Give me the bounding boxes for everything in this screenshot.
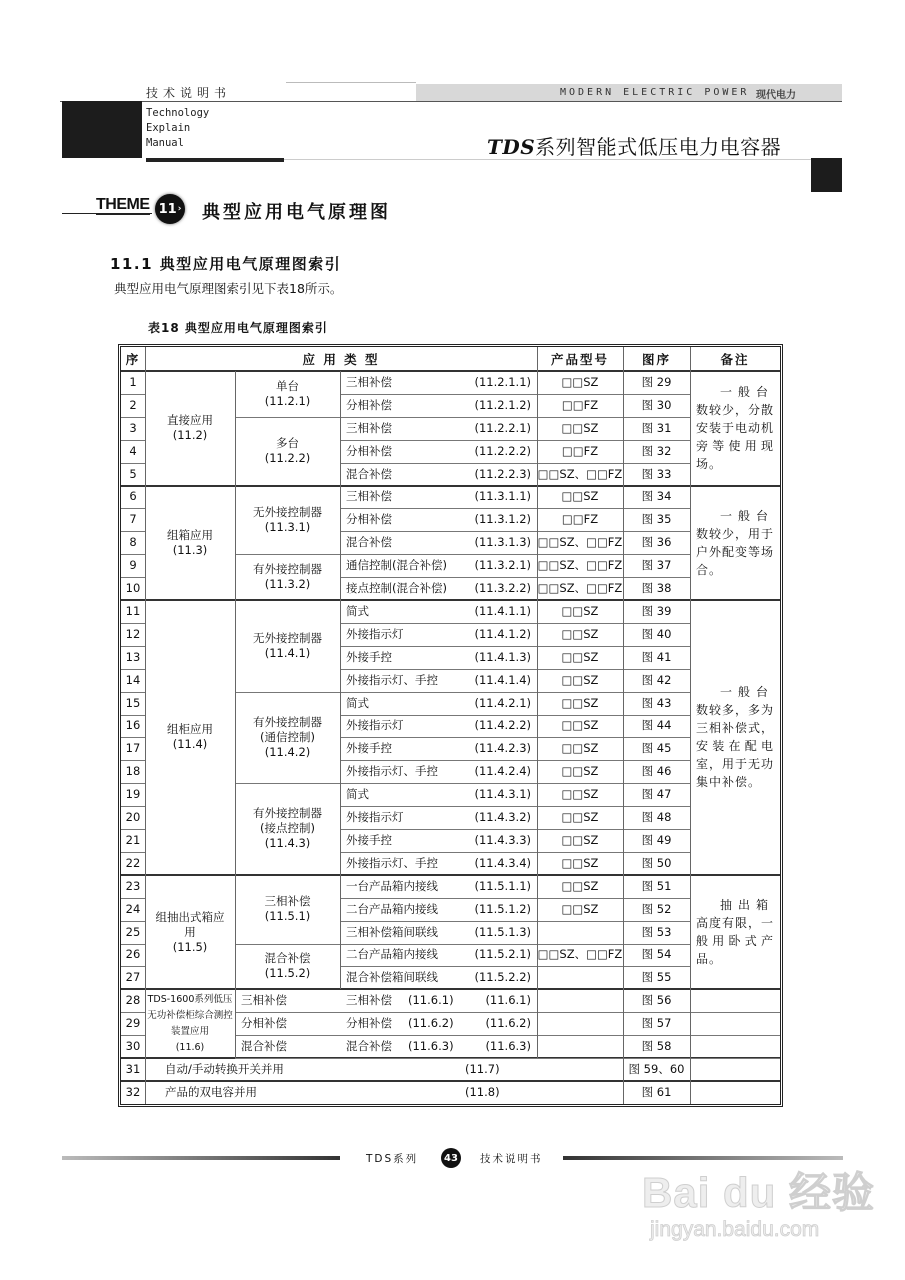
row-item-wide [235, 1012, 623, 1035]
row-item [340, 669, 537, 692]
group-label: 组抽出式箱应用 [155, 909, 225, 939]
item-code: (11.6.2) [408, 1016, 454, 1031]
row-figure: 图 57 [641, 1016, 672, 1031]
header-brand-text: MODERN ELECTRIC POWER [560, 87, 750, 98]
row-model: □□SZ、□□FZ [537, 581, 623, 596]
row-seq: 14 [125, 672, 141, 687]
footer-manual: 技术说明书 [480, 1153, 543, 1165]
title-rest: 系列智能式低压电力电容器 [535, 135, 782, 159]
row-item [340, 554, 537, 577]
row-figure: 图 46 [641, 764, 672, 779]
note-first-line: 一般台 [719, 385, 774, 400]
index-table [118, 344, 783, 1107]
row-figure: 图 53 [641, 924, 672, 939]
item-code: (11.4.1.4) [474, 672, 531, 687]
table-divider [623, 1012, 780, 1013]
row-figure: 图 49 [641, 832, 672, 847]
table-divider [537, 989, 538, 1058]
row-seq: 15 [125, 695, 141, 710]
item-name: 外接手控 [346, 832, 392, 847]
row-figure: 图 36 [641, 535, 672, 550]
row-figure: 图 30 [641, 397, 672, 412]
item-code: (11.8) [465, 1084, 500, 1099]
row-seq: 25 [125, 924, 141, 939]
group-cell [145, 371, 235, 486]
item-name: 接点控制(混合补偿) [346, 581, 447, 596]
row-figure: 图 43 [641, 695, 672, 710]
row-item-wide [235, 1035, 623, 1058]
row-figure: 图 41 [641, 649, 672, 664]
row-seq: 24 [125, 901, 141, 916]
row-item [340, 715, 537, 738]
header-doc-label: 技术说明书 [146, 86, 232, 100]
header-black-block [62, 101, 142, 158]
item-name: 自动/手动转换开关并用 [165, 1061, 284, 1076]
subgroup-label: 混合补偿 [264, 951, 311, 966]
row-figure: 图 33 [641, 466, 672, 481]
item-code: (11.7) [465, 1061, 500, 1076]
chevron-right-icon: › [177, 204, 182, 214]
row-seq: 4 [129, 443, 137, 458]
item-name: 分相补偿 [346, 397, 392, 412]
row-seq: 29 [125, 1016, 141, 1031]
footer-left-bar [62, 1156, 340, 1160]
row-item [340, 508, 537, 531]
item-code: (11.6.1) [408, 993, 454, 1008]
row-seq: 17 [125, 741, 141, 756]
row-item [340, 600, 537, 623]
row-seq: 12 [125, 626, 141, 641]
table-divider [537, 347, 538, 989]
row-figure: 图 40 [641, 626, 672, 641]
header-en-line-2: Explain [146, 122, 191, 134]
subgroup-label: 无外接控制器 [253, 630, 322, 645]
item-name: 分相补偿 [346, 1016, 392, 1031]
note-text: 数较少，分散安装于电动机旁等使用现场。 [696, 403, 775, 472]
table-divider [690, 347, 691, 1104]
note-first-line: 抽出箱 [719, 898, 774, 913]
row-seq: 8 [129, 535, 137, 550]
table-divider [145, 347, 146, 1104]
item-name: 混合补偿 [346, 1039, 392, 1054]
row-figure: 图 54 [641, 947, 672, 962]
row-item [340, 760, 537, 783]
subgroup-code: (11.5.2) [264, 966, 311, 981]
watermark-logo: Bai du 经验 [642, 1169, 876, 1216]
row-seq: 3 [129, 420, 137, 435]
row-model: □□SZ、□□FZ [537, 947, 623, 962]
table-divider [623, 1058, 780, 1059]
row-figure: 图 51 [641, 878, 672, 893]
item-code: (11.4.2.2) [474, 718, 531, 733]
group-code: (11.4) [172, 737, 208, 752]
item-name: 外接手控 [346, 741, 392, 756]
row-item [340, 417, 537, 440]
row-figure: 图 44 [641, 718, 672, 733]
item-name: 外接指示灯、手控 [346, 764, 438, 779]
row-item [340, 440, 537, 463]
subgroup-cell [235, 417, 340, 486]
subgroup-cell [235, 600, 340, 692]
subgroup-code: (11.2.1) [264, 393, 311, 408]
row-seq: 27 [125, 970, 141, 985]
row-item [340, 486, 537, 509]
row-item [340, 966, 537, 989]
row-model: □□SZ、□□FZ [537, 558, 623, 573]
page-number-badge: 43 [441, 1148, 461, 1168]
row-seq: 5 [129, 466, 137, 481]
item-code: (11.2.2.2) [474, 443, 531, 458]
row-model: □□SZ [561, 374, 599, 389]
header-en-line-3: Manual [146, 137, 184, 149]
row-seq: 32 [125, 1084, 141, 1099]
header-thin-line [286, 82, 416, 83]
header-english-label [146, 106, 209, 151]
item-name: 一台产品箱内接线 [346, 878, 438, 893]
row-item [340, 783, 537, 806]
item-code: (11.6.3) [485, 1039, 531, 1054]
row-figure: 图 32 [641, 443, 672, 458]
item-code: (11.4.1.2) [474, 626, 531, 641]
row-seq: 31 [125, 1061, 141, 1076]
row-seq: 28 [125, 993, 141, 1008]
row-seq: 20 [125, 810, 141, 825]
row-figure: 图 37 [641, 558, 672, 573]
row-model: □□SZ [561, 649, 599, 664]
row-item [340, 646, 537, 669]
item-code: (11.6.3) [408, 1039, 454, 1054]
row-figure: 图 29 [641, 374, 672, 389]
item-name: 混合补偿箱间联线 [346, 970, 438, 985]
row-model: □□SZ [561, 764, 599, 779]
watermark-url: jingyan.baidu.com [650, 1218, 820, 1241]
subgroup-cell [235, 554, 340, 600]
item-code: (11.4.2.4) [474, 764, 531, 779]
row-seq: 13 [125, 649, 141, 664]
item-name: 二台产品箱内接线 [346, 901, 438, 916]
item-name: 分相补偿 [241, 1016, 287, 1031]
row-model: □□SZ [561, 810, 599, 825]
row-model: □□SZ、□□FZ [537, 466, 623, 481]
item-code: (11.2.1.2) [474, 397, 531, 412]
document-title [487, 131, 781, 160]
header-type: 应 用 类 型 [302, 351, 380, 367]
table-caption: 表18 典型应用电气原理图索引 [148, 321, 328, 335]
group-code: (11.5) [172, 939, 208, 954]
item-name: 混合补偿 [346, 466, 392, 481]
subgroup-code: (11.5.1) [264, 909, 311, 924]
item-code: (11.4.3.1) [474, 787, 531, 802]
item-name: 分相补偿 [346, 443, 392, 458]
item-code: (11.5.1.3) [474, 924, 531, 939]
row-seq: 23 [125, 878, 141, 893]
table-divider [623, 1035, 780, 1036]
row-item [340, 806, 537, 829]
row-seq: 10 [125, 581, 141, 596]
row-model: □□FZ [561, 443, 599, 458]
row-model [537, 921, 623, 944]
header-model: 产品型号 [550, 351, 609, 367]
row-seq: 22 [125, 855, 141, 870]
row-seq: 2 [129, 397, 137, 412]
item-code: (11.3.1.2) [474, 512, 531, 527]
item-code: (11.3.1.1) [474, 489, 531, 504]
subgroup-cell [235, 486, 340, 555]
group-code: (11.2) [172, 428, 208, 443]
header-seq: 序 [125, 351, 141, 367]
item-code: (11.4.3.4) [474, 855, 531, 870]
table-divider [340, 371, 341, 989]
item-code: (11.5.2.1) [474, 947, 531, 962]
item-code: (11.4.2.1) [474, 695, 531, 710]
item-name: 三相补偿 [346, 489, 392, 504]
group-label: 直接应用 [167, 413, 213, 428]
item-code: (11.2.2.3) [474, 466, 531, 481]
item-name: 三相补偿 [241, 993, 287, 1008]
item-name: 混合补偿 [346, 535, 392, 550]
subgroup-code: (11.4.1) [264, 645, 311, 660]
item-code: (11.6.1) [485, 993, 531, 1008]
subgroup-cell [235, 371, 340, 417]
item-code: (11.5.2.2) [474, 970, 531, 985]
header-bottom-bar [146, 158, 284, 162]
table-divider [235, 371, 236, 1058]
row-model: □□SZ [561, 787, 599, 802]
item-code: (11.5.1.2) [474, 901, 531, 916]
item-code: (11.4.1.3) [474, 649, 531, 664]
item-name: 外接指示灯 [346, 626, 404, 641]
row-item-wide [235, 989, 623, 1012]
row-model: □□SZ [561, 718, 599, 733]
table-divider [623, 347, 624, 1104]
row-figure: 图 38 [641, 581, 672, 596]
item-code: (11.4.2.3) [474, 741, 531, 756]
row-seq: 26 [125, 947, 141, 962]
subgroup-cell [235, 783, 340, 875]
chapter-title: 典型应用电气原理图 [202, 202, 391, 223]
row-figure: 图 45 [641, 741, 672, 756]
row-seq: 19 [125, 787, 141, 802]
subgroup-label: 多台 [276, 436, 299, 451]
item-name: 外接指示灯、手控 [346, 855, 438, 870]
row-seq: 1 [129, 374, 137, 389]
row-model: □□FZ [561, 397, 599, 412]
note-cell [690, 600, 780, 875]
row-figure: 图 42 [641, 672, 672, 687]
row-seq: 16 [125, 718, 141, 733]
theme-number: 11 [158, 201, 177, 217]
subgroup-code: (11.3.2) [264, 577, 311, 592]
item-code: (11.2.1.1) [474, 374, 531, 389]
row-item [340, 531, 537, 554]
row-item [340, 463, 537, 486]
group-code: (11.3) [172, 542, 208, 557]
row-item [340, 692, 537, 715]
item-name: 混合补偿 [241, 1039, 287, 1054]
row-item [340, 577, 537, 600]
note-text: 高度有限，一般用卧式产品。 [696, 916, 775, 967]
row-seq: 11 [125, 603, 141, 618]
row-figure: 图 52 [641, 901, 672, 916]
item-name: 三相补偿 [346, 374, 392, 389]
subgroup-cell [235, 875, 340, 944]
row-model: □□SZ、□□FZ [537, 535, 623, 550]
row-figure: 图 35 [641, 512, 672, 527]
row-item [340, 852, 537, 875]
subgroup-cell [235, 944, 340, 990]
note-first-line: 一般台 [719, 508, 774, 523]
item-code: (11.4.3.2) [474, 810, 531, 825]
item-name: 三相补偿 [346, 420, 392, 435]
row-model: □□SZ [561, 695, 599, 710]
group-cell [145, 600, 235, 875]
note-first-line: 一般台 [719, 685, 774, 700]
row-figure: 图 55 [641, 970, 672, 985]
item-code: (11.3.2.1) [474, 558, 531, 573]
title-prefix: TDS [487, 135, 536, 159]
subgroup-label: 三相补偿 [264, 894, 311, 909]
group-cell [145, 486, 235, 601]
row-figure: 图 50 [641, 855, 672, 870]
row-model: □□SZ [561, 878, 599, 893]
row-seq: 30 [125, 1039, 141, 1054]
row-item-wide [145, 1058, 623, 1081]
item-name: 产品的双电容并用 [165, 1084, 257, 1099]
item-name: 二台产品箱内接线 [346, 947, 438, 962]
row-figure: 图 48 [641, 810, 672, 825]
row-figure: 图 61 [641, 1084, 672, 1099]
subgroup-label: 无外接控制器 [253, 504, 322, 519]
subgroup-code: (11.3.1) [264, 519, 311, 534]
group-cell [145, 875, 235, 990]
subgroup-code: (11.4.3) [264, 836, 311, 851]
row-seq: 21 [125, 832, 141, 847]
row-seq: 9 [129, 558, 137, 573]
row-item [340, 394, 537, 417]
item-name: 外接手控 [346, 649, 392, 664]
subgroup-label: 有外接控制器 [253, 562, 322, 577]
row-model: □□SZ [561, 741, 599, 756]
group-label: 组箱应用 [167, 527, 213, 542]
row-figure: 图 47 [641, 787, 672, 802]
item-code: (11.5.1.1) [474, 878, 531, 893]
header-figure: 图序 [641, 351, 671, 367]
row-item [340, 921, 537, 944]
row-item [340, 623, 537, 646]
side-tab-block [811, 158, 842, 192]
item-code: (11.2.2.1) [474, 420, 531, 435]
item-name: 简式 [346, 787, 369, 802]
brand-logo: 现代电力 [756, 90, 796, 101]
header-en-line-1: Technology [146, 107, 210, 119]
subgroup-label: 有外接控制器(通信控制) [253, 714, 322, 744]
note-cell [690, 371, 780, 486]
item-code: (11.3.1.3) [474, 535, 531, 550]
item-name: 外接指示灯 [346, 718, 404, 733]
item-code: (11.3.2.2) [474, 581, 531, 596]
item-code: (11.4.1.1) [474, 603, 531, 618]
group-label: 组柜应用 [167, 722, 213, 737]
item-name: 外接指示灯 [346, 810, 404, 825]
row-seq: 6 [129, 489, 137, 504]
subgroup-label: 有外接控制器(接点控制) [253, 806, 322, 836]
footer-series: TDS系列 [366, 1153, 419, 1165]
row-figure: 图 39 [641, 603, 672, 618]
item-name: 外接指示灯、手控 [346, 672, 438, 687]
row-item [340, 944, 537, 967]
item-name: 三相补偿 [346, 993, 392, 1008]
note-cell [690, 875, 780, 990]
row-model: □□SZ [561, 489, 599, 504]
row-model: □□FZ [561, 512, 599, 527]
header-note: 备注 [720, 351, 750, 367]
group-label: TDS-1600系列低压无功补偿柜综合测控装置应用 [147, 993, 233, 1037]
row-figure: 图 59、60 [628, 1061, 685, 1076]
item-name: 简式 [346, 603, 369, 618]
row-item [340, 875, 537, 898]
header-rule [60, 101, 842, 102]
row-figure: 图 58 [641, 1039, 672, 1054]
subgroup-code: (11.2.2) [264, 451, 311, 466]
theme-label: THEME [96, 196, 150, 213]
row-item-wide [145, 1081, 623, 1104]
section-paragraph: 典型应用电气原理图索引见下表18所示。 [114, 281, 343, 296]
item-code: (11.6.2) [485, 1016, 531, 1031]
row-model: □□SZ [561, 855, 599, 870]
row-model [537, 966, 623, 989]
row-figure: 图 31 [641, 420, 672, 435]
row-seq: 18 [125, 764, 141, 779]
item-name: 分相补偿 [346, 512, 392, 527]
subgroup-cell [235, 692, 340, 784]
note-cell [690, 486, 780, 601]
row-model: □□SZ [561, 603, 599, 618]
row-item [340, 829, 537, 852]
row-figure: 图 56 [641, 993, 672, 1008]
row-model: □□SZ [561, 626, 599, 641]
row-figure: 图 34 [641, 489, 672, 504]
row-model: □□SZ [561, 832, 599, 847]
row-seq: 7 [129, 512, 137, 527]
row-model: □□SZ [561, 672, 599, 687]
item-name: 通信控制(混合补偿) [346, 558, 447, 573]
row-model: □□SZ [561, 901, 599, 916]
subgroup-code: (11.4.2) [264, 744, 311, 759]
row-item [340, 737, 537, 760]
group-cell [145, 989, 235, 1058]
subgroup-label: 单台 [276, 378, 299, 393]
row-model: □□SZ [561, 420, 599, 435]
item-name: 简式 [346, 695, 369, 710]
theme-number-badge [155, 194, 185, 224]
note-text: 数较少，用于户外配变等场合。 [696, 526, 775, 577]
row-item [340, 371, 537, 394]
row-item [340, 898, 537, 921]
item-name: 三相补偿箱间联线 [346, 924, 438, 939]
group-code: (11.6) [175, 1041, 205, 1053]
note-text: 数较多，多为三相补偿式，安装在配电室，用于无功集中补偿。 [696, 703, 775, 790]
item-code: (11.4.3.3) [474, 832, 531, 847]
section-title: 11.1 典型应用电气原理图索引 [110, 255, 342, 273]
